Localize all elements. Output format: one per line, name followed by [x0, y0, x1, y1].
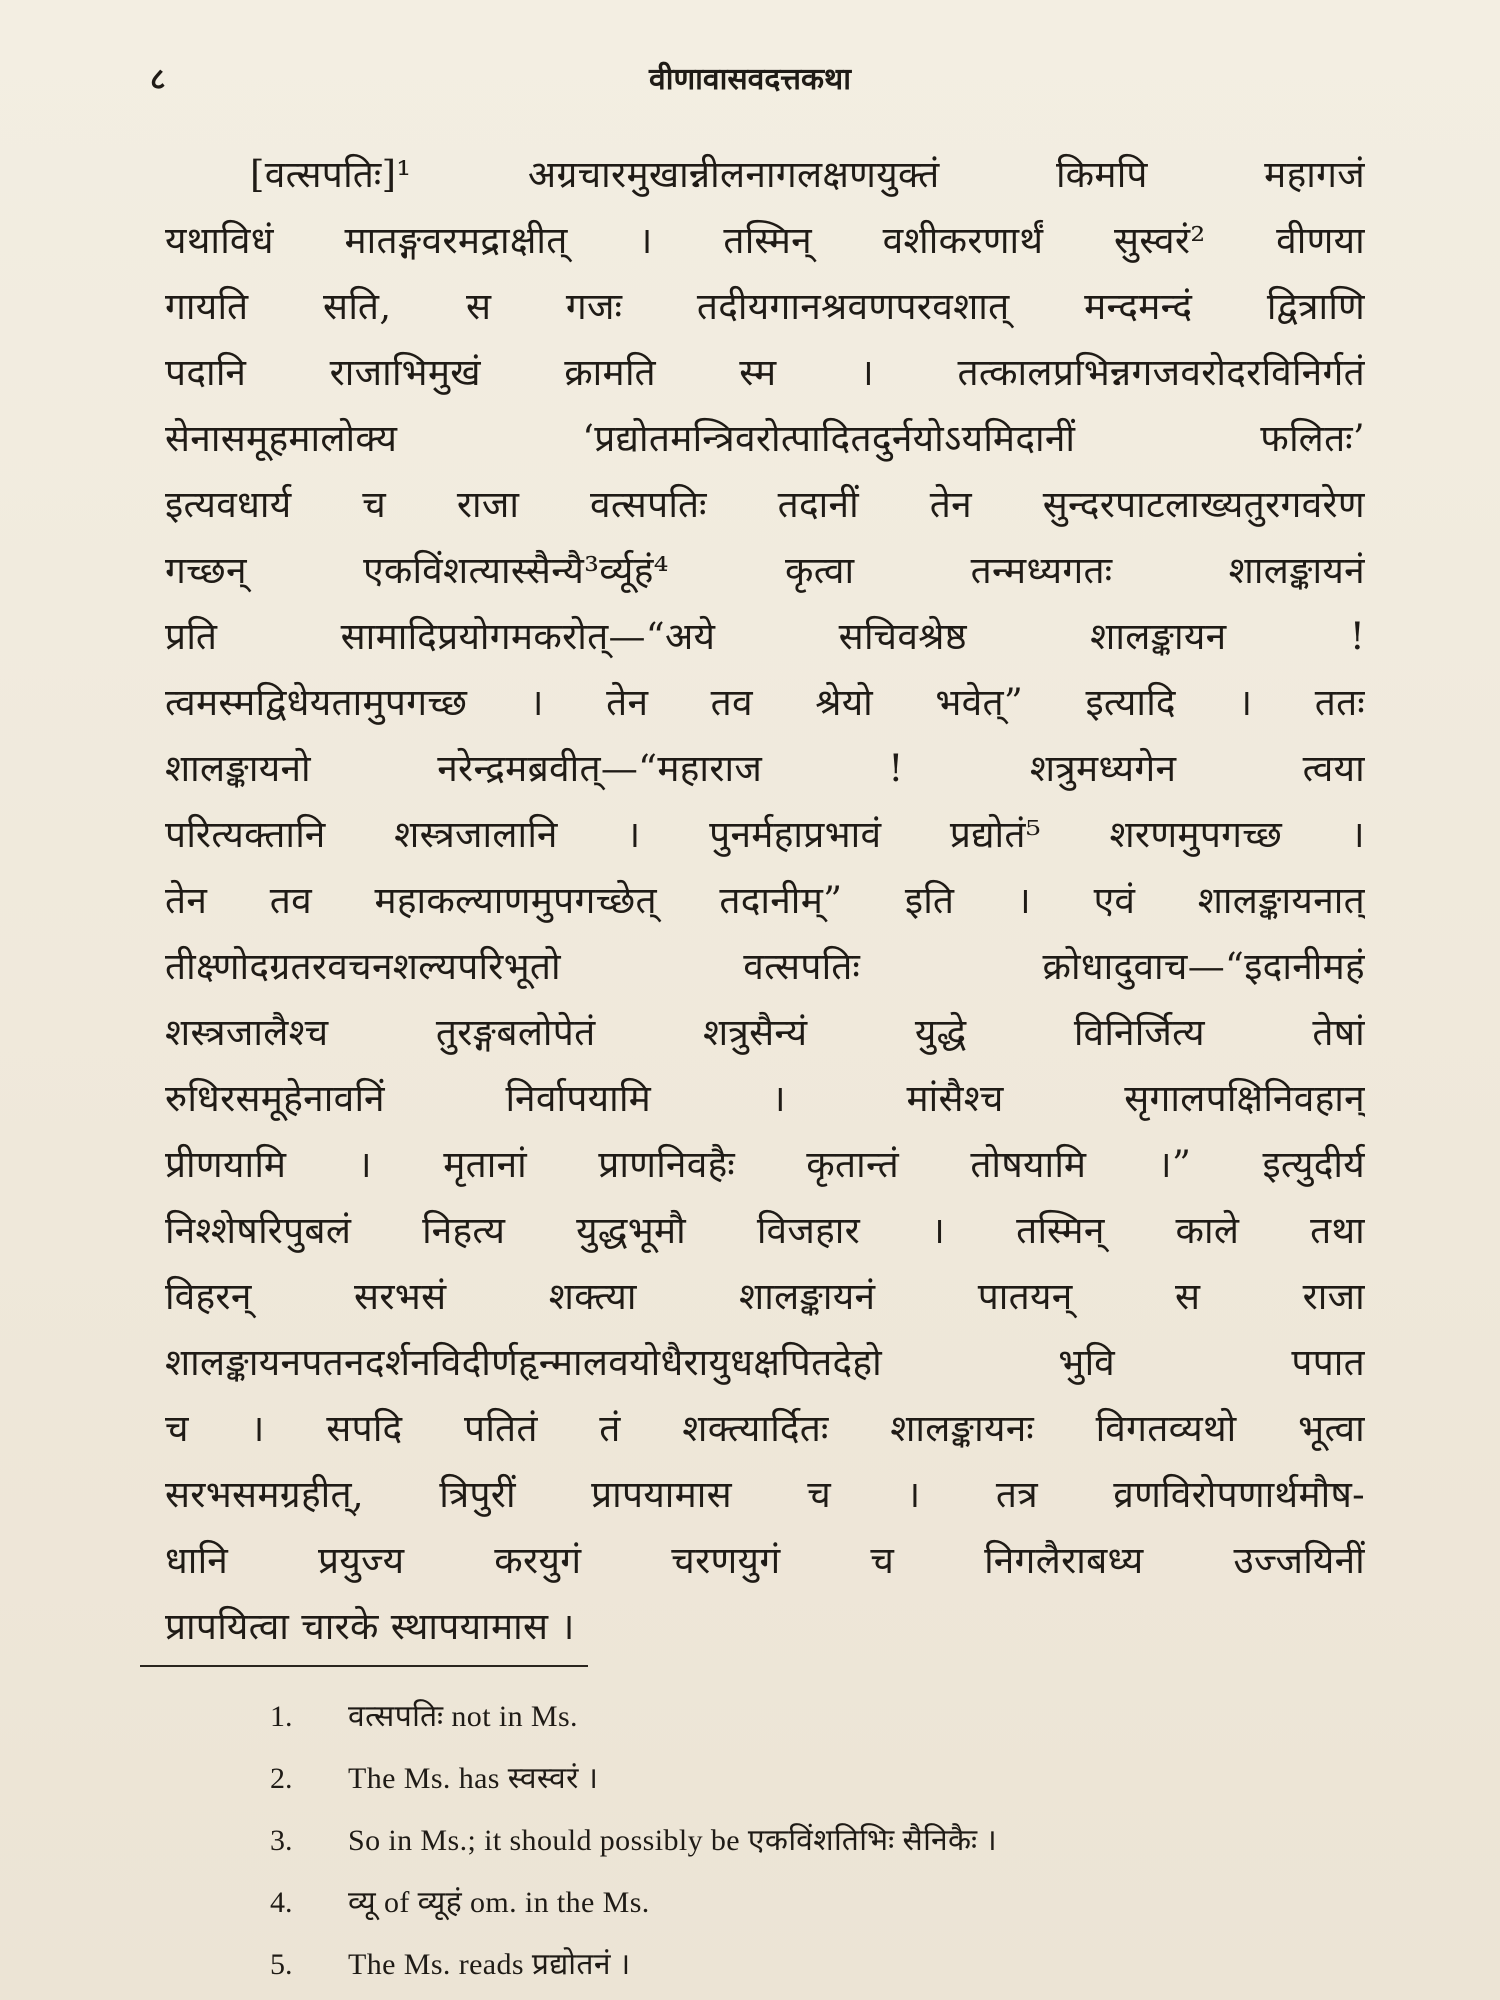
footnote-text: व्यू of व्यूहं om. in the Ms.	[348, 1886, 650, 1919]
text-line: गायति सति, स गजः तदीयगानश्रवणपरवशात् मन्दमन्दं द्वित्राणि	[165, 285, 1365, 328]
footnote-number: 4.	[270, 1886, 293, 1919]
text-line: यथाविधं मातङ्गवरमद्राक्षीत् । तस्मिन् वशीकरणार्थं सुस्वरं² वीणया	[165, 219, 1365, 262]
text-line: पदानि राजाभिमुखं क्रामति स्म । तत्कालप्रभिन्नगजवरोदरविनिर्गतं	[165, 351, 1365, 394]
footnote-text: The Ms. has स्वस्वरं ।	[348, 1762, 599, 1795]
footnote-number: 5.	[270, 1948, 293, 1981]
text-line: तीक्ष्णोदग्रतरवचनशल्यपरिभूतो वत्सपतिः क्रोधादुवाच—“इदानीमहं	[165, 945, 1365, 988]
footnote	[270, 1747, 1350, 1809]
text-line: सरभसमग्रहीत्, त्रिपुरीं प्रापयामास च । तत्र व्रणविरोपणार्थमौष-	[165, 1473, 1365, 1516]
footnote-divider	[140, 1665, 588, 1667]
footnote	[270, 1933, 1350, 1995]
text-line: शालङ्कायनो नरेन्द्रमब्रवीत्—“महाराज ! शत्रुमध्यगेन त्वया	[165, 747, 1365, 790]
text-line: सेनासमूहमालोक्य ‘प्रद्योतमन्त्रिवरोत्पादितदुर्नयोऽयमिदानीं फलितः’	[165, 417, 1365, 460]
text-line: च । सपदि पतितं तं शक्त्यार्दितः शालङ्कायनः विगतव्यथो भूत्वा	[165, 1407, 1365, 1450]
text-line: तेन तव महाकल्याणमुपगच्छेत् तदानीम्” इति । एवं शालङ्कायनात्	[165, 879, 1365, 922]
text-line: गच्छन् एकविंशत्यास्सैन्यै³र्व्यूहं⁴ कृत्वा तन्मध्यगतः शालङ्कायनं	[165, 549, 1365, 592]
body-text	[165, 142, 1365, 1648]
footnote	[270, 1809, 1350, 1871]
running-title: वीणावासवदत्तकथा	[649, 62, 851, 97]
text-line: रुधिरसमूहेनावनिं निर्वापयामि । मांसैश्च सृगालपक्षिनिवहान्	[165, 1077, 1365, 1120]
text-line: शस्त्रजालैश्च तुरङ्गबलोपेतं शत्रुसैन्यं युद्धे विनिर्जित्य तेषां	[165, 1011, 1365, 1054]
running-head	[150, 55, 1350, 105]
text-line: शालङ्कायनपतनदर्शनविदीर्णहृन्मालवयोधैरायुधक्षपितदेहो भुवि पपात	[165, 1341, 1365, 1384]
text-line: त्वमस्मद्विधेयतामुपगच्छ । तेन तव श्रेयो भवेत्” इत्यादि । ततः	[165, 681, 1365, 724]
footnote-number: 2.	[270, 1762, 293, 1795]
text-line: विहरन् सरभसं शक्त्या शालङ्कायनं पातयन् स राजा	[165, 1275, 1365, 1318]
footnote-text: वत्सपतिः not in Ms.	[348, 1700, 578, 1733]
page-number: ८	[150, 62, 166, 97]
footnote-text: The Ms. reads प्रद्योतनं ।	[348, 1948, 631, 1981]
text-line: [वत्सपतिः]¹ अग्रचारमुखान्नीलनागलक्षणयुक्तं किमपि महागजं	[250, 153, 1365, 196]
text-line: प्रति सामादिप्रयोगमकरोत्—“अये सचिवश्रेष्ठ शालङ्कायन !	[165, 615, 1365, 658]
footnote	[270, 1871, 1350, 1933]
footnote-number: 3.	[270, 1824, 293, 1857]
text-line: प्रीणयामि । मृतानां प्राणनिवहैः कृतान्तं तोषयामि ।” इत्युदीर्य	[165, 1143, 1365, 1186]
text-line: धानि प्रयुज्य करयुगं चरणयुगं च निगलैराबध्य उज्जयिनीं	[165, 1539, 1365, 1582]
footnote-number: 1.	[270, 1700, 293, 1733]
footnotes	[270, 1685, 1350, 1985]
text-line: परित्यक्तानि शस्त्रजालानि । पुनर्महाप्रभावं प्रद्योतं⁵ शरणमुपगच्छ ।	[165, 813, 1365, 856]
text-line: इत्यवधार्य च राजा वत्सपतिः तदानीं तेन सुन्दरपाटलाख्यतुरगवरेण	[165, 483, 1365, 526]
text-line: प्रापयित्वा चारके स्थापयामास ।	[165, 1605, 575, 1648]
footnote-text: So in Ms.; it should possibly be एकविंशतिभिः सैनिकैः ।	[348, 1824, 998, 1857]
text-line: निश्शेषरिपुबलं निहत्य युद्धभूमौ विजहार । तस्मिन् काले तथा	[165, 1209, 1365, 1252]
footnote	[270, 1685, 1350, 1747]
